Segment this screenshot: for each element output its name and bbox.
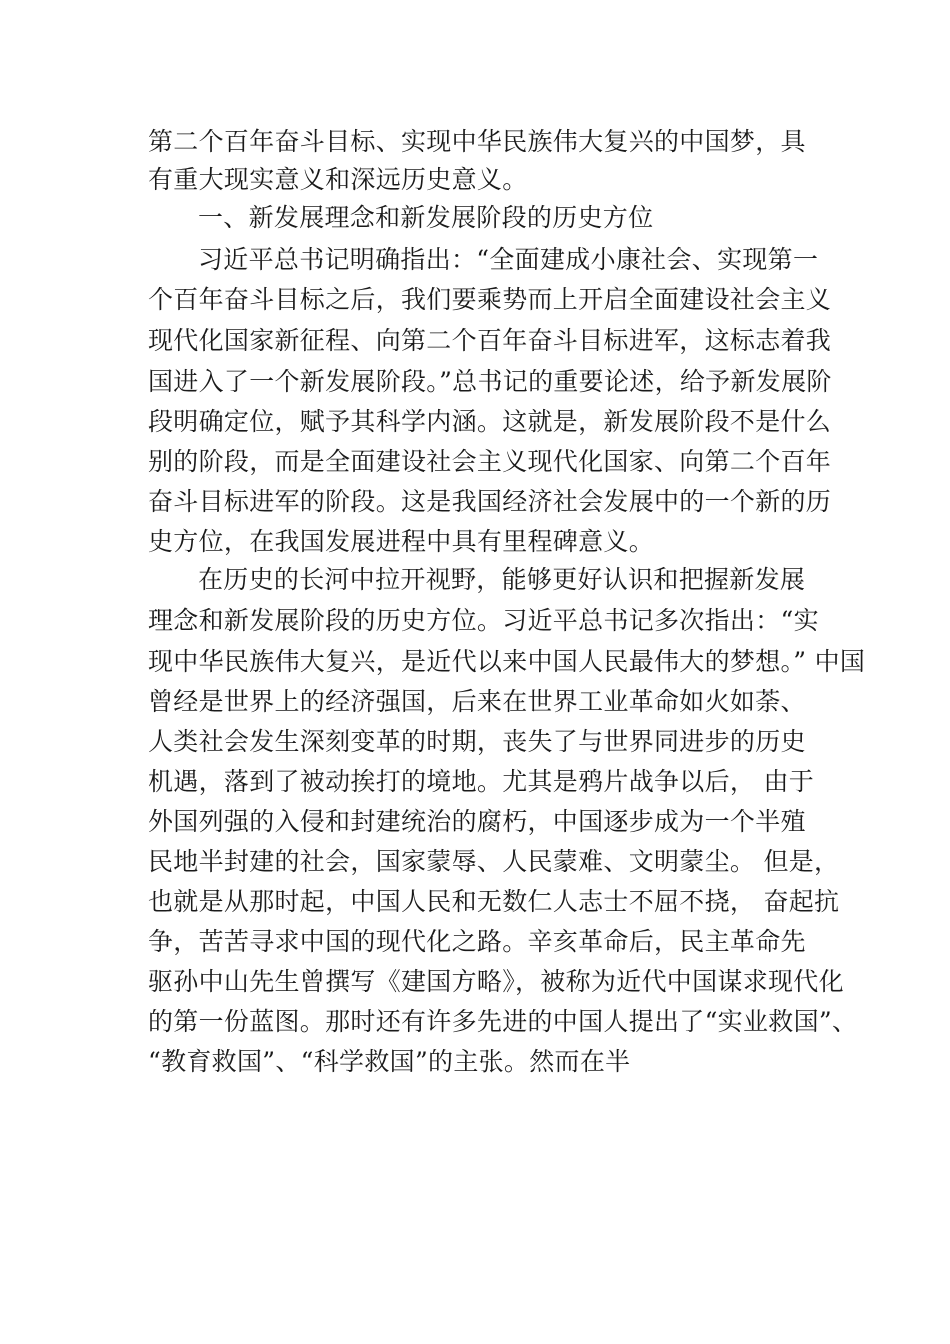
text-line: 在历史的长河中拉开视野，能够更好认识和把握新发展 (198, 565, 806, 594)
text-line: 个百年奋斗目标之后，我们要乘势而上开启全面建设社会主义 (148, 285, 832, 314)
text-line: 史方位，在我国发展进程中具有里程碑意义。 (148, 527, 655, 556)
text-line: 外国列强的入侵和封建统治的腐朽，中国逐步成为一个半殖 (148, 807, 806, 836)
text-line: 理念和新发展阶段的历史方位。习近平总书记多次指出：“实 (148, 606, 819, 635)
text-line: 现代化国家新征程、向第二个百年奋斗目标进军，这标志着我 (148, 326, 832, 355)
text-line: 机遇，落到了被动挨打的境地。尤其是鸦片战争以后， 由于 (148, 767, 815, 796)
text-line: 驱孙中山先生曾撰写《建国方略》，被称为近代中国谋求现代化 (148, 967, 844, 996)
text-line: 国进入了一个新发展阶段。”总书记的重要论述，给予新发展阶 (148, 367, 832, 396)
text-line: 人类社会发生深刻变革的时期，丧失了与世界同进步的历史 (148, 727, 806, 756)
section-heading: 一、新发展理念和新发展阶段的历史方位 (198, 203, 654, 232)
text-line: 段明确定位，赋予其科学内涵。这就是，新发展阶段不是什么 (148, 407, 832, 436)
text-line: 习近平总书记明确指出：“全面建成小康社会、实现第一 (198, 245, 819, 274)
text-line: “教育救国”、“科学救国”的主张。然而在半 (148, 1047, 631, 1076)
text-line: 的第一份蓝图。那时还有许多先进的中国人提出了“实业救国”、 (148, 1007, 858, 1036)
text-line: 曾经是世界上的经济强国，后来在世界工业革命如火如荼、 (148, 687, 806, 716)
text-line: 民地半封建的社会，国家蒙辱、人民蒙难、文明蒙尘。 但是， (148, 847, 840, 876)
text-line: 别的阶段，而是全面建设社会主义现代化国家、向第二个百年 (148, 447, 832, 476)
text-line: 第二个百年奋斗目标、实现中华民族伟大复兴的中国梦，具 (148, 127, 806, 156)
text-line: 有重大现实意义和深远历史意义。 (148, 165, 528, 194)
text-line: 争，苦苦寻求中国的现代化之路。辛亥革命后，民主革命先 (148, 927, 806, 956)
text-line: 也就是从那时起，中国人民和无数仁人志士不屈不挠， 奋起抗 (148, 887, 840, 916)
text-line: 奋斗目标进军的阶段。这是我国经济社会发展中的一个新的历 (148, 487, 832, 516)
text-line: 现中华民族伟大复兴，是近代以来中国人民最伟大的梦想。” 中国 (148, 647, 866, 676)
